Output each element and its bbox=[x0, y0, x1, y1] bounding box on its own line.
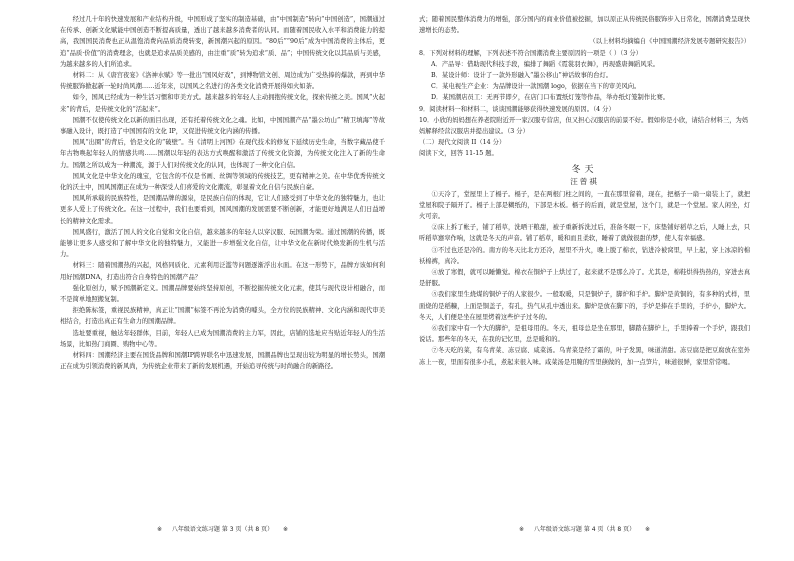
footer-mark-right: ※ bbox=[645, 526, 651, 533]
left-page-footer bbox=[60, 524, 385, 533]
material-paragraph: 拒绝陈标签，重视民族精神，真正让“国潮”标签不再沦为消费的噱头，全方位的民族精神、文化内涵和现代审美相结合，打造出真正有生命力的国潮品牌。 bbox=[60, 307, 385, 326]
question-item: 10．小欣的妈妈想在养老院附近开一家汉服专营店，但又担心汉服店的前景不好。假如你是小欣，请结合材料三，为妈妈解释经营汉服店并提出建议。（3 分） bbox=[419, 116, 749, 136]
material-paragraph: 材料四：国潮经济主要在国货品牌和国潮IP跨界联名中迅速发展，国潮品牌也呈现出较为明显的增长势头，国潮正在成为引领消费的新风尚，为传统企业带来了新的发展机遇，开始追寻传统与时尚融合的新路径。 bbox=[60, 352, 385, 371]
left-page-body bbox=[60, 14, 385, 373]
footer-mark-left: ※ bbox=[518, 526, 524, 533]
story-paragraph: ⑤我们家里生烧煤的铜炉子的人家很少。一般取暖，只是铜炉子，脚炉和手炉。脚炉是黄铜的，有多种的式样，里面烧的是稻糠，上面是铜盖子，有孔，热气从孔中透出来。脚炉是放在脚下的，手炉是捧在手里的，手炉小，脚炉大。冬天，人们便是坐在屋里烤着这些炉子过冬的。 bbox=[419, 291, 750, 321]
story-author: 汪曾祺 bbox=[570, 176, 599, 186]
footer-mark-right: ※ bbox=[283, 526, 289, 533]
material-paragraph: 材料二：从《唐宫夜宴》《洛神水赋》等一批出“国风好戏”，到博物馆文创、周边成为广受热捧的爆款，再到中华传统服饰掀起新一轮时尚风潮……近年来，以国风之名进行的各类文化消费开展得如火如荼。 bbox=[60, 72, 385, 91]
question-item: D．某国潮店员工：无再节即夕，在店门口布置纸灯笼等作品，举办纸灯笼制作比赛。 bbox=[431, 94, 670, 102]
question-item: C．某电视生产企业：为品牌设计一款国潮 logo，依据在当下的审美风向。 bbox=[431, 83, 641, 91]
material-paragraph: 国风“出圈”的背后，恰是文化的“破壁”。当《清明上河图》在现代技术的修复下延续历史生命，当数字藏品使千年古物唤起年轻人的情感共鸣……国潮以年轻的表达方式唤醒和激活了传统文化资源，为传统文化注入了新的生命力。国潮之所以成为一种潮流，源于人们对传统文化的认同，也体现了一种文化自信。 bbox=[60, 139, 385, 169]
material-paragraph: 式；随着国民整体消费力的增强，部分国内的商业价值被挖掘，加以原正从传统民俗服饰步入日常化，国潮消费呈现快速增长的态势。 bbox=[419, 16, 750, 35]
footer-mark-left: ※ bbox=[156, 526, 162, 533]
story-paragraph: ⑦冬天吃的菜，有乌青菜、冻豆腐、咸菜汤。乌青菜是经了霜的，叶子发黑，味道清甜。冻豆腐是把豆腐放在室外冻上一夜，里面有很多小孔，煮起来很入味。咸菜汤是用腌的雪里蕻做的，加一点笋片，味道很鲜，家里常常喝。 bbox=[419, 347, 750, 366]
right-page-footer bbox=[419, 524, 750, 533]
story-paragraph: ⑥我们家中有一个大的脚炉，是祖母用的。冬天，祖母总是坐在那里，脚踏在脚炉上，手里捧着一个手炉，跟我们说话。那些年的冬天，在我的记忆里，总是暖和的。 bbox=[419, 325, 750, 344]
story-paragraph: ①天冷了，堂屋里上了槅子。槅子，是在两根门柱之间的，一直在那里留着，现在，把槅子一扇一扇装上了，就把堂屋和院子隔开了。槅子上部是糊纸的，下部是木板。槅子的后面，就是堂屋，这个门，就是一个堂屋。家人闲坐，灯火可亲。 bbox=[419, 190, 750, 221]
section-heading: （二）现代文阅读 II（14 分） bbox=[419, 139, 506, 147]
question-item: B．某设计师：设计了一款外形融入“墨公移山”神话故事的台灯。 bbox=[431, 72, 613, 80]
story-paragraph: ②床上拆了帐子，铺了稻草，洗晒干粮甜，被子重新拆洗过后，准备冬眠一下，床垫铺好稻草之后，人睡上去，只听稻草窸窣作响，这就是冬天的声音。铺了稻草，暖和而且柔软，睡着了就做很甜的梦，使人有幸福感。 bbox=[419, 224, 750, 243]
material-paragraph: 选址要重视，触达年轻群体，目前，年轻人已成为国潮消费的主力军，因此，店铺的选址应当贴近年轻人的生活场景，比如热门商圈、购物中心等。 bbox=[60, 329, 385, 348]
footer-text: 八年级语文练习题 第 4 页（共 8 页） bbox=[533, 526, 636, 533]
question-item: 9．阅读材料一和材料二，谈谈国潮能够获得快速发展的原因。（4 分） bbox=[419, 105, 615, 113]
question-list bbox=[419, 48, 750, 138]
right-page-intro bbox=[419, 14, 750, 36]
material-paragraph: 经过几十年的快速发展和产业结构升级，中国形成了坚实的制造基础，由“中国制造”转向“中国创造”，国潮通过在传承、创新文化赋能中国创造不断提高质量，透出了越来越多消费者的认同。而随着国民收入水平和消费能力的提高，我国国民消费也正从温饱消费向品质消费转变，新国潮兴起的原因。“80后”“90后”成为中国消费的主体后，更追“品质·价值”的消费理念，也就是追求品质美感的，由注重“质”转为追求“质、品”；中国传统文化以其品质与美感，为越来越多的人们所追求。 bbox=[60, 16, 385, 68]
section-instruction: 阅读下文，回答 11-15 题。 bbox=[419, 150, 498, 158]
material-paragraph: 如今，国风已经成为一种生活习惯和审美方式。越来越多的年轻人主动拥抱传统文化，探索传统之美。国风“火起来”的背后，是传统文化的“活起来”。 bbox=[60, 94, 385, 113]
material-paragraph: 强化原创力，赋予国潮新定义。国潮品牌要始终坚持原创，不断挖掘传统文化元素，使其与现代设计相融合，而不是简单地照搬复制。 bbox=[60, 284, 385, 304]
material-paragraph: 国风盛行，激活了国人的文化自觉和文化自信，越来越多的年轻人以穿汉服、玩国潮为荣。通过国潮的传播，既能够让更多人感受和了解中华文化的独特魅力，又能进一步增强文化自信，让中华文化在新时代焕发新的生机与活力。 bbox=[60, 228, 385, 259]
story-body bbox=[419, 189, 750, 368]
story-paragraph: ④放了寒假，就可以睡懒觉。棉衣在铜炉子上烘过了，起来就不是那么冷了。尤其是，棉鞋烘得热热的，穿进去真是舒服。 bbox=[419, 269, 750, 288]
material-paragraph: 国风文化是中华文化的瑰宝，它包含的不仅是书画、丝绸等领域的传统技艺，更有精神之美。在中华优秀传统文化的沃土中，国风国潮正在成为一种深受人们喜爱的文化潮流，彰显着文化自信与民族自豪。 bbox=[60, 172, 385, 192]
question-item: A．产品导：借助现代科技手段，编排了舞蹈《霓裳羽衣舞》，再现盛唐舞蹈风采。 bbox=[431, 60, 660, 68]
question-item: 8．下列对材料的理解，下列表述不符合国潮消费主要原因的一项是（ ）（3 分） bbox=[419, 49, 642, 57]
material-paragraph: 国风所承载的民族特性，是国潮品牌的源泉，是民族自信的体现，它让人们感受到了中华文化的独特魅力，也让更多人爱上了传统文化。在这一过程中，我们也要看到，国风国潮的发展需要不断创新，才能更好地满足人们日益增长的精神文化需求。 bbox=[60, 195, 385, 225]
material-paragraph: 国潮不仅使传统文化以新的面目出现，还有托着传统文化之魂。比如，中国国潮产品“墨公坊山”“精卫填海”等故事融入设计，既打造了中国国有的文化 IP，又促进传统文化内涵的传播。 bbox=[60, 116, 385, 136]
material-source: （以上材料均摘编自《中国国潮经济发展专题研究报告》） bbox=[589, 38, 750, 46]
story-title: 冬天 bbox=[571, 164, 598, 175]
material-paragraph: 材料三：随着国潮热的兴起，风格同质化、元素利用泛滥等问题逐渐浮出水面。在这一形势下，品牌方该如何利用好国潮DNA，打造出符合自身特色的国潮产品？ bbox=[60, 262, 385, 281]
footer-text: 八年级语文练习题 第 3 页（共 8 页） bbox=[171, 526, 274, 533]
right-page bbox=[397, 0, 794, 561]
story-paragraph: ③不过也还是冷的。南方的冬天比北方还冷，屋里不升火，晚上脱了棉衣，钻进冷被窝里，早上起，穿上冰凉的棉袄棉裤，真冷。 bbox=[419, 246, 750, 265]
